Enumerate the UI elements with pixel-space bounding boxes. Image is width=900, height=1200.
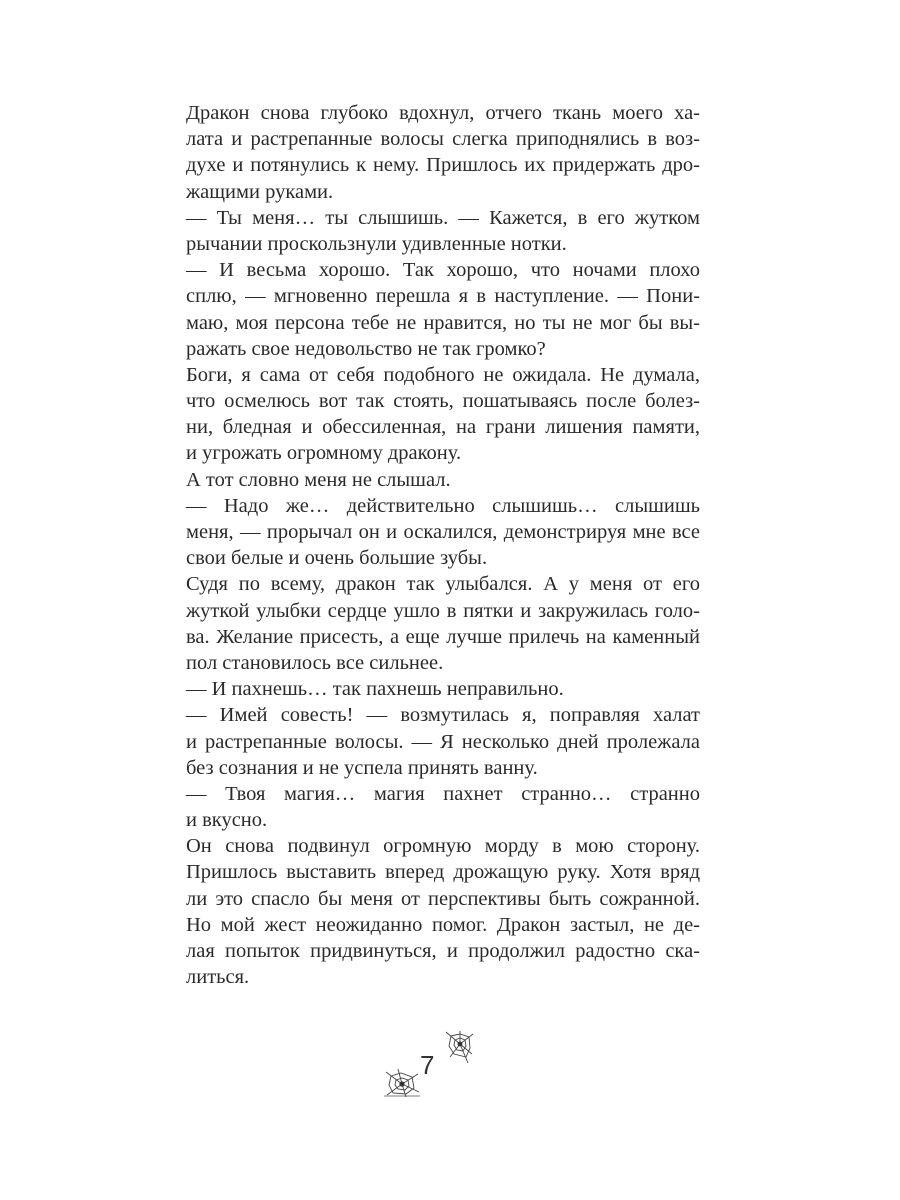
text-line: Судя по всему, дракон так улыбался. А у меня от его <box>186 573 700 596</box>
text-line: и вкусно. <box>186 809 268 832</box>
text-line: — И весьма хорошо. Так хорошо, что ночами плохо <box>186 259 700 282</box>
text-line: свои белые и очень большие зубы. <box>186 547 488 570</box>
text-line: и растрепанные волосы. — Я несколько дней пролежала <box>186 730 700 753</box>
text-line: жуткой улыбки сердце ушло в пятки и закружилась голо- <box>186 599 700 622</box>
text-line: — Твоя магия… магия пахнет странно… странно <box>186 782 700 805</box>
text-line: литься. <box>186 966 250 989</box>
text-line: без сознания и не успела принять ванну. <box>186 756 538 779</box>
text-line: Он снова подвинул огромную морду в мою сторону. <box>186 835 700 858</box>
page-number-ornament <box>380 1030 475 1110</box>
text-line: и угрожать огромному дракону. <box>186 442 462 465</box>
text-line: сплю, — мгновенно перешла я в наступление. — Пони- <box>186 285 700 308</box>
text-line: маю, моя персона тебе не нравится, но ты не мог бы вы- <box>186 311 700 334</box>
body-text <box>186 100 700 990</box>
text-line: Пришлось выставить вперед дрожащую руку. Хотя вряд <box>186 861 700 884</box>
text-line: Дракон снова глубоко вдохнул, отчего ткань моего ха- <box>186 102 700 124</box>
text-line: — Имей совесть! — возмутилась я, поправляя халат <box>186 704 700 727</box>
spider-web-icon <box>444 1030 474 1064</box>
text-line: — И пахнешь… так пахнешь неправильно. <box>186 678 564 701</box>
text-line: рычании проскользнули удивленные нотки. <box>186 232 567 255</box>
text-line: — Надо же… действительно слышишь… слышишь <box>186 494 700 517</box>
page-number: 7 <box>420 1050 435 1080</box>
text-line: — Ты меня… ты слышишь. — Кажется, в его жутком <box>186 206 700 229</box>
text-line: меня, — прорычал он и оскалился, демонстрируя мне все <box>186 521 700 543</box>
text-line: ни, бледная и обессиленная, на грани лишения памяти, <box>186 416 700 439</box>
text-line: что осмелюсь вот так стоять, пошатываясь после болез- <box>186 390 700 413</box>
text-line: Но мой жест неожиданно помог. Дракон застыл, не де- <box>186 913 700 936</box>
text-line: ражать свое недовольство не так громко? <box>186 337 546 360</box>
text-line: духе и потянулись к нему. Пришлось их придержать дро- <box>186 154 700 177</box>
text-line: лая попыток придвинуться, и продолжил радостно ска- <box>186 940 700 962</box>
text-line: жащими руками. <box>186 180 334 203</box>
text-line: Боги, я сама от себя подобного не ожидала. Не думала, <box>186 363 700 386</box>
text-line: А тот словно меня не слышал. <box>186 468 451 491</box>
text-line: ва. Желание присесть, а еще лучше прилечь на каменный <box>186 625 700 648</box>
text-line: пол становилось все сильнее. <box>186 651 444 674</box>
text-line: лата и растрепанные волосы слегка приподнялись в воз- <box>186 128 700 151</box>
text-line: ли это спасло бы меня от перспективы быть сожранной. <box>186 887 700 910</box>
spider-web-icon <box>384 1068 420 1098</box>
